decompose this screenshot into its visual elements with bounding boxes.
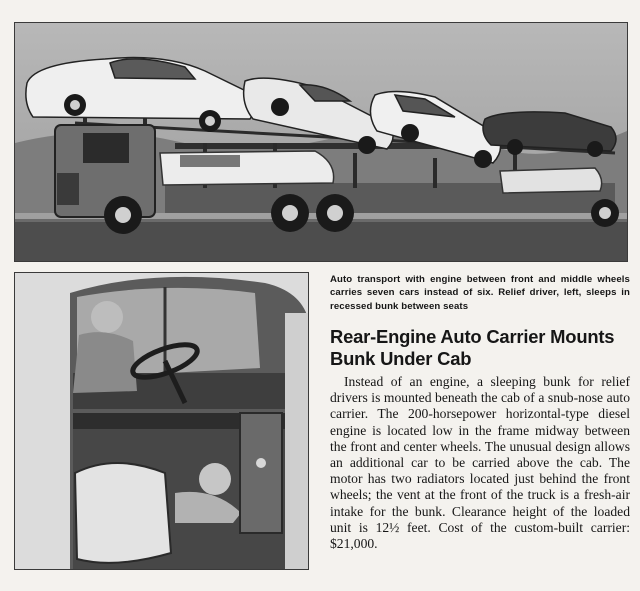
article-body: Instead of an engine, a sleeping bunk for relief drivers is mounted beneath the cab of a snub-nose auto carrier. The 200-horsepower horizontal-type diesel engine is located low in the frame midway between the front and center wheels. The unusual design allows an additional car to be carried above the cab. The motor has two radiators located just behind the front wheels; the vent at the front of the truck is a fresh-air intake for the bunk. Clearance height of the loaded unit is 12½ feet. Cost of the custom-built carrier: $21,000. (330, 374, 630, 552)
photo-auto-carrier (14, 22, 628, 262)
cab-interior-illustration (15, 273, 308, 569)
photo-cab-interior (14, 272, 309, 570)
photo-caption: Auto transport with engine between front and middle wheels carries seven cars instead of six. Relief driver, left, sleeps in recessed bunk between seats (330, 274, 630, 312)
article-headline: Rear-Engine Auto Carrier Mounts Bunk Under Cab (330, 326, 615, 369)
auto-carrier-illustration (15, 23, 627, 261)
